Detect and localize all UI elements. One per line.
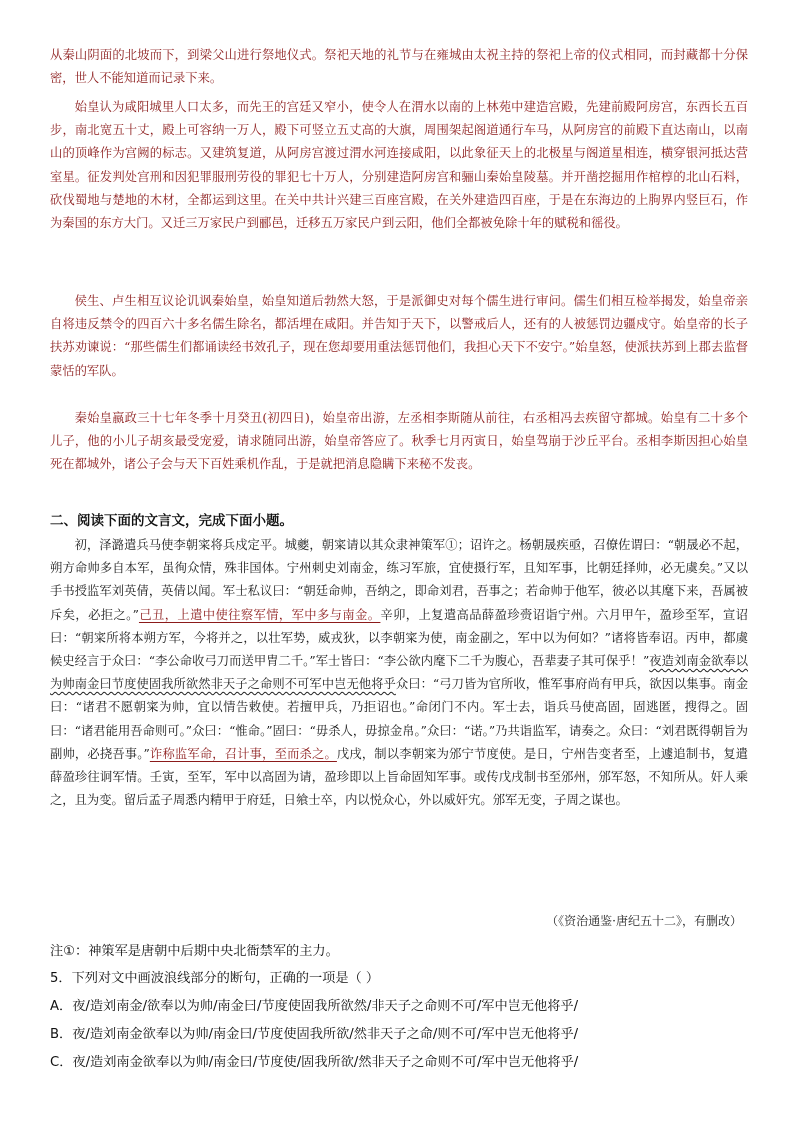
option-a[interactable]: A．夜/造刘南金/欲奉以为帅/南金曰/节度使固我所欲然/非天子之命则不可/军中岂无他将乎/ bbox=[50, 999, 579, 1014]
passage-text-2: 辛卯，上复遣高品薛盈珍赍诏诣宁州。六月甲午，盈珍至军，宣诏曰：“朝寀所将本朔方军，今将并之，以壮军势，威戎狄，以李朝寀为使，南金副之，军中以为何如？”诸将皆奉诏。丙申，都虞候史经言于众曰：“李公命收弓刀而送甲胄二千。”军士皆曰：“李公欲内麾下二千为腹心，吾辈妻子其可保乎！” bbox=[50, 607, 748, 669]
translation-paragraph-1: 从秦山阴面的北坡而下，到梁父山进行祭地仪式。祭祀天地的礼节与在雍城由太祝主持的祭祀上帝的仪式相同，而封藏都十分保密，世人不能知道而记录下来。 bbox=[50, 48, 748, 86]
wavy-underlined-sentence: 夜造刘南金欲奉以为帅南金曰节度使固我所欲然非天子之命则不可军中岂无他将乎 bbox=[50, 654, 748, 692]
passage-text-3: 众曰：“弓刀皆为官所收，惟军事府尚有甲兵，欲因以集事。南金曰：“诸君不愿朝寀为帅，宜以情告敕使。若擅甲兵，乃拒诏也。”命闭门不内。军士去，诣兵马使高固，固逃匿，搜得之。固曰：“诸君能用吾命则可。”众曰：“惟命。”固曰：“毋杀人，毋掠金帛。”众曰：“诺。”乃共诣监军，请奏之。众曰：“刘君既得朝旨为副帅，必挠吾事。” bbox=[50, 677, 748, 761]
source-citation: （《资治通鉴·唐纪五十二》，有删改） bbox=[546, 914, 742, 928]
translation-paragraph-3: 侯生、卢生相互议论讥讽秦始皇，始皇知道后勃然大怒，于是派御史对每个儒生进行审问。儒生们相互检举揭发，始皇帝亲自将违反禁令的四百六十多名儒生除名，都活埋在咸阳。并告知于天下，以警戒后人，还有的人被惩罚边疆戍守。始皇帝的长子扶苏劝谏说：“那些儒生们都诵读经书效孔子，现在您却要用重法惩罚他们，我担心天下不安宁。”始皇怒，使派扶苏到上郡去监督蒙恬的军队。 bbox=[50, 294, 748, 378]
footnote: 注①：神策军是唐朝中后期中央北衙禁军的主力。 bbox=[50, 944, 339, 959]
translation-paragraph-2: 始皇认为咸阳城里人口太多，而先王的宫廷又窄小，使令人在渭水以南的上林苑中建造宫殿，先建前殿阿房宫，东西长五百步，南北宽五十丈，殿上可容纳一万人，殿下可竖立五丈高的大旗，周围架起阁道通行车马，从阿房宫的前殿下直达南山，以南山的顶峰作为宫阙的标志。又建筑复道，从阿房宫渡过渭水河连接咸阳，以此象征天上的北极星与阁道星相连，横穿银河抵达营室星。征发判处宫刑和因犯罪服刑劳役的罪犯七十万人，分别建造阿房宫和骊山秦始皇陵墓。并开凿挖掘用作棺椁的北山石料，砍伐蜀地与楚地的木材，全都运到这里。在关中共计兴建三百座宫殿，在关外建造四百座，于是在东海边的上朐界内竖巨石，作为秦国的东方大门。又迁三万家民户到郦邑，迁移五万家民户到云阳，他们全都被免除十年的赋税和徭役。 bbox=[50, 100, 748, 231]
underlined-sentence-1: 己丑，上遣中使往察军情，军中多与南金。 bbox=[138, 607, 381, 622]
underlined-sentence-2: 诈称监军命，召计事，至而杀之。 bbox=[149, 746, 337, 761]
question-5: 5．下列对文中画波浪线部分的断句，正确的一项是（ ） bbox=[50, 971, 380, 986]
classical-passage bbox=[50, 534, 748, 812]
passage-text-4: 戊戌，制以李朝寀为邠宁节度使。是日，宁州告变者至，上遽追制书，复遣薛盈珍往诇军情。壬寅，至军，军中以高固为请，盈珍即以上旨命固知军事。或传戊戌制书至邠州，邠军怒，不知所从。奸人乘之，且为变。留后孟子周悉内精甲于府廷，日飨士卒，内以悦众心，外以威奸宄。邠军无变，子周之谋也。 bbox=[50, 746, 748, 808]
translation-paragraph-4: 秦始皇嬴政三十七年冬季十月癸丑(初四日)，始皇帝出游，左丞相李斯随从前往，右丞相冯去疾留守都城。始皇有二十多个儿子，他的小儿子胡亥最受宠爱，请求随同出游，始皇帝答应了。秋季七月丙寅日，始皇驾崩于沙丘平台。丞相李斯因担心始皇死在都城外，诸公子会与天下百姓乘机作乱，于是就把消息隐瞒下来秘不发丧。 bbox=[50, 411, 748, 472]
option-c[interactable]: C．夜/造刘南金欲奉以为帅/南金曰/节度使/固我所欲/然非天子之命则不可/军中岂无他将乎/ bbox=[50, 1055, 579, 1070]
section-heading: 二、阅读下面的文言文，完成下面小题。 bbox=[50, 513, 293, 529]
passage-text-1: 初，泽潞遣兵马使李朝寀将兵戍定平。城夔，朝寀请以其众隶神策军①；诏许之。杨朝晟疾亟，召僚佐谓曰：“朝晟必不起，朔方命帅多自本军，虽徇众情，殊非国体。宁州刺史刘南金，练习军旅，宜使摄行军，且知军事，比朝廷择帅，必无虞矣。”又以手书授监军刘英倩，英倩以闻。军士私议曰：“朝廷命帅，吾纳之，即命刘君，吾事之；若命帅于他军，彼必以其麾下来，吾属被斥矣，必拒之。” bbox=[50, 538, 748, 622]
option-b[interactable]: B．夜/造刘南金欲奉以为帅/南金曰/节度使固我所欲/然非天子之命/则不可/军中岂无他将乎/ bbox=[50, 1027, 579, 1042]
